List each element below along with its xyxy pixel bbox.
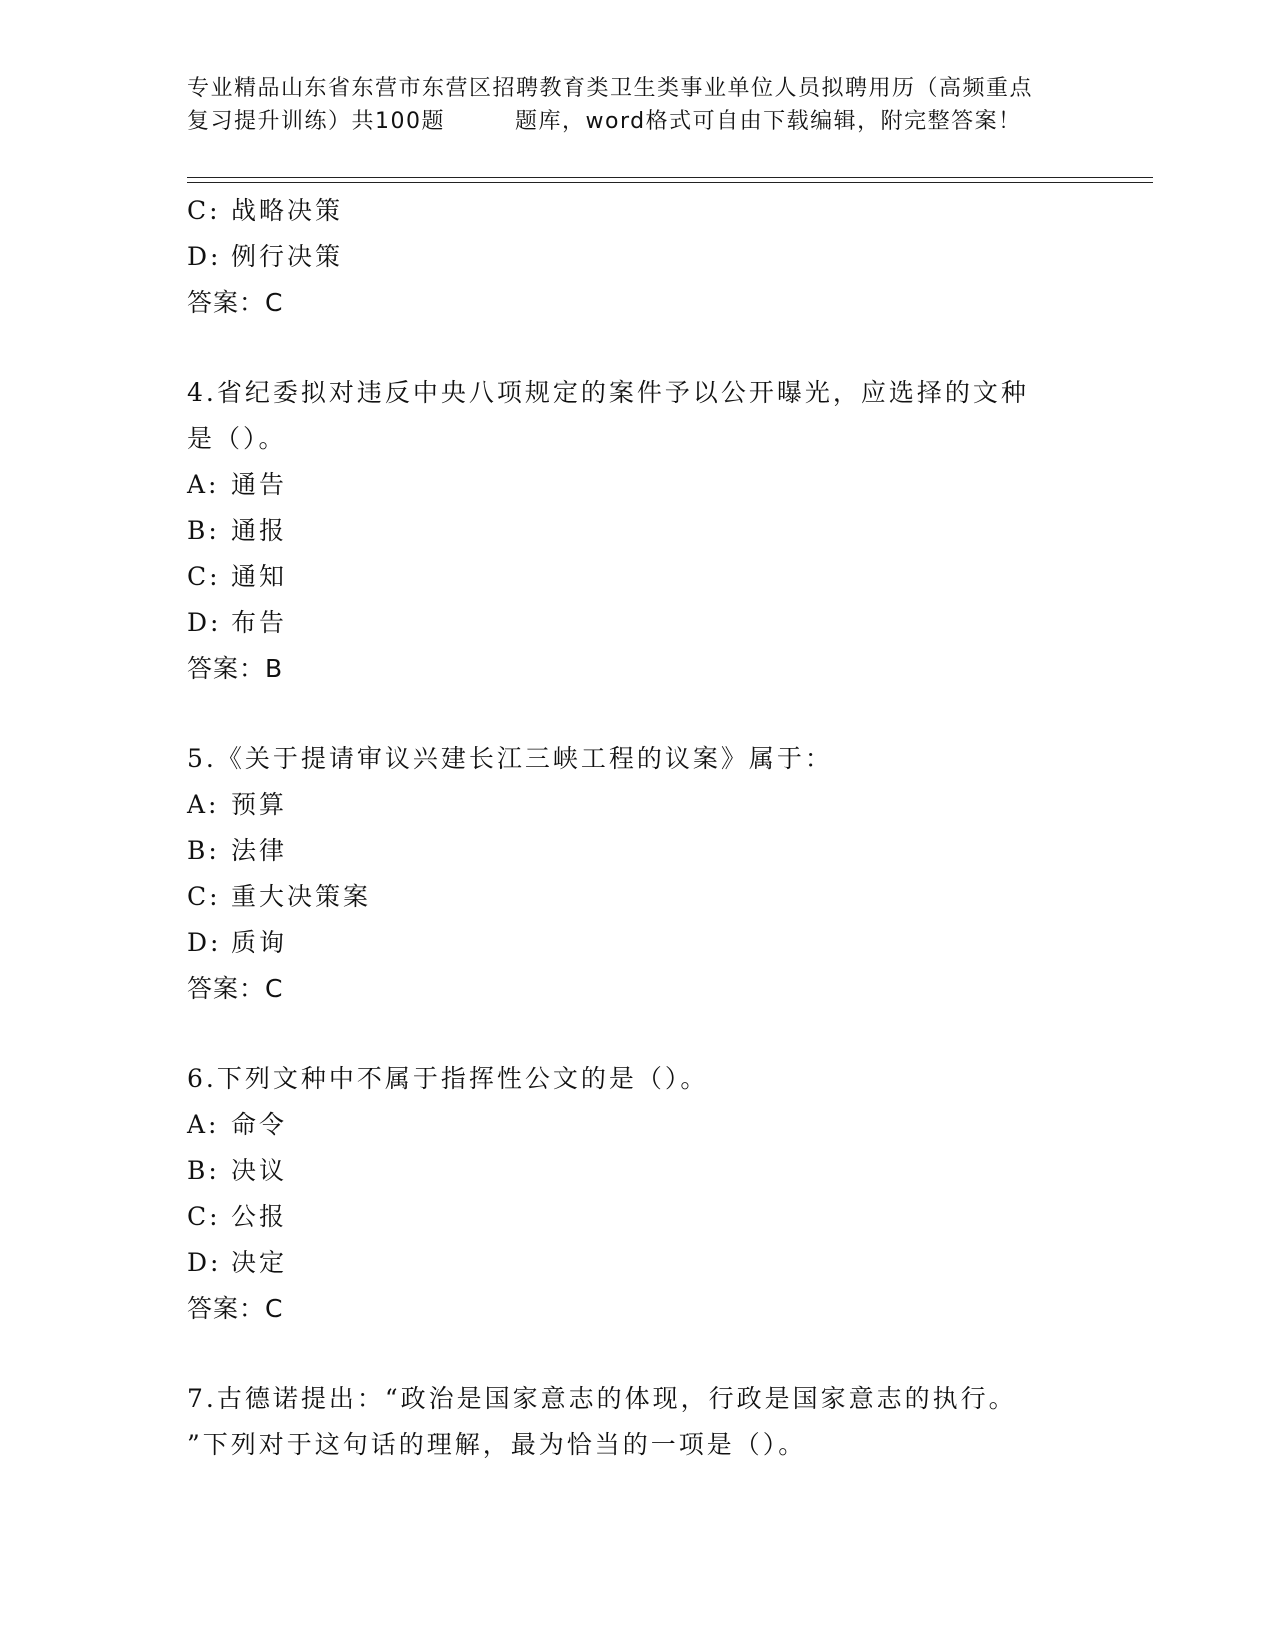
question-stem-line: 是（）。 [187,424,287,453]
answer-line: 答案：C [187,974,284,1003]
option-a [187,1102,1087,1148]
option-c [187,188,1087,234]
option-key: B: [187,1156,220,1185]
question-content [187,188,1087,1468]
option-text: 命令 [231,1110,288,1139]
option-key: C: [187,562,221,591]
option-key: D: [187,1248,222,1277]
question-stem-line: 4.省纪委拟对违反中央八项规定的案件予以公开曝光，应选择的文种 [187,378,1029,407]
header-title-line-2-left: 复习提升训练）共100题 [187,109,445,134]
option-key: C: [187,1202,221,1231]
option-key: D: [187,608,222,637]
option-a [187,782,1087,828]
option-text: 预算 [231,790,288,819]
answer-line: 答案：C [187,288,284,317]
option-key: C: [187,882,221,911]
block-spacer [187,1012,1087,1056]
option-text: 公报 [231,1202,288,1231]
question-stem-line: ”下列对于这句话的理解，最为恰当的一项是（）。 [187,1430,807,1459]
option-text: 重大决策案 [231,882,372,911]
answer-line: 答案：C [187,1294,284,1323]
option-a [187,462,1087,508]
option-key: D: [187,242,222,271]
question-stem-line: 5.《关于提请审议兴建长江三峡工程的议案》属于： [187,744,833,773]
option-key: B: [187,836,220,865]
option-text: 决定 [231,1248,288,1277]
question-7 [187,1376,1087,1468]
option-text: 决议 [231,1156,288,1185]
option-key: B: [187,516,220,545]
answer-line: 答案：B [187,654,284,683]
page-header [187,72,1087,138]
option-key: A: [187,470,220,499]
question-stem-line: 6.下列文种中不属于指挥性公文的是（）。 [187,1064,709,1093]
option-c [187,554,1087,600]
block-spacer [187,692,1087,736]
header-title-line-2-right: 题库，word格式可自由下载编辑，附完整答案！ [515,109,1022,134]
question-fragment [187,188,1087,326]
option-text: 通报 [231,516,288,545]
option-c [187,1194,1087,1240]
option-text: 质询 [231,928,288,957]
header-title-line-1: 专业精品山东省东营市东营区招聘教育类卫生类事业单位人员拟聘用历（高频重点 [187,76,1034,101]
option-key: A: [187,1110,220,1139]
option-text: 例行决策 [231,242,344,271]
question-4 [187,370,1087,692]
option-text: 通告 [231,470,288,499]
option-d [187,920,1087,966]
option-d [187,234,1087,280]
option-b [187,1148,1087,1194]
header-rule-top [187,177,1153,178]
option-text: 通知 [231,562,288,591]
question-stem-line: 7.古德诺提出：“政治是国家意志的体现，行政是国家意志的执行。 [187,1384,1017,1413]
option-text: 战略决策 [231,196,344,225]
block-spacer [187,326,1087,370]
option-b [187,508,1087,554]
header-title-line-2 [187,105,1087,138]
option-key: C: [187,196,221,225]
question-5 [187,736,1087,1012]
question-6 [187,1056,1087,1332]
option-b [187,828,1087,874]
option-text: 法律 [231,836,288,865]
option-text: 布告 [231,608,288,637]
option-d [187,1240,1087,1286]
header-rule-bottom [187,182,1153,183]
block-spacer [187,1332,1087,1376]
option-key: D: [187,928,222,957]
option-d [187,600,1087,646]
option-key: A: [187,790,220,819]
option-c [187,874,1087,920]
